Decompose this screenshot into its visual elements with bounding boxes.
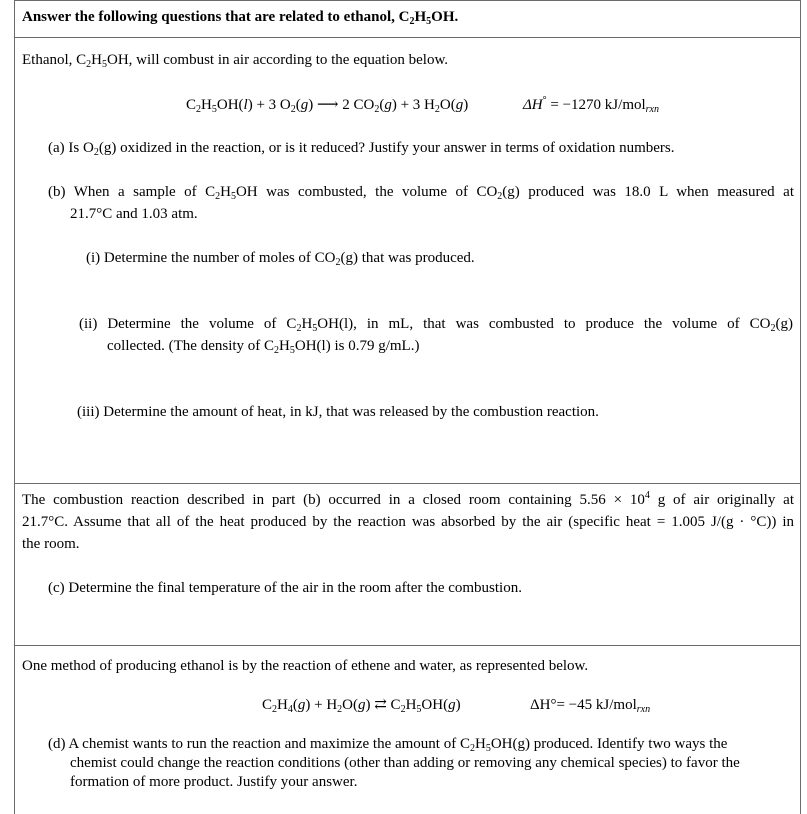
top-border: [14, 0, 801, 1]
section-divider-1: [14, 483, 801, 484]
question-b-iii: (iii) Determine the amount of heat, in kJ, that was released by the combustion reaction.: [77, 404, 599, 420]
question-d-line3: formation of more product. Justify your answer.: [70, 774, 358, 790]
context-paragraph-line1: The combustion reaction described in part (b) occurred in a closed room containing $5.56 \times 10^4$ g of air originally at: [22, 490, 795, 508]
question-b-ii-line1: (ii) Determine the volume of $C_2H_5OH(l)$, in mL, that was combusted to produce the volume of $CO_2(g)$: [79, 316, 793, 334]
enthalpy-value-2: ΔH°= −45 kJ/mol$_{rxn}$: [530, 697, 651, 715]
ethene-paragraph: One method of producing ethanol is by the reaction of ethene and water, as represented below.: [22, 658, 589, 674]
question-b-line1: (b) When a sample of $C_2H_5OH$ was combusted, the volume of $CO_2(g)$ produced was 18.0 L when measured at: [48, 184, 794, 202]
header-divider: [14, 37, 801, 38]
enthalpy-value-1: ΔH° = −1270 kJ/mol$_{rxn}$: [523, 95, 659, 115]
intro-text: Ethanol, $C_2H_5OH$, will combust in air according to the equation below.: [22, 52, 449, 70]
question-b-line2: 21.7°C and 1.03 atm.: [70, 206, 198, 222]
question-d-line1: (d) A chemist wants to run the reaction and maximize the amount of $C_2H_5OH(g)$ produced. Identify two ways the: [48, 736, 728, 754]
section-divider-2: [14, 645, 801, 646]
instruction-heading: Answer the following questions that are related to ethanol, $C_2H_5OH$.: [22, 9, 459, 27]
context-paragraph-line2: 21.7°C. Assume that all of the heat produced by the reaction was absorbed by the air (specific heat = 1.005 J/(g · °C)) in: [22, 514, 794, 530]
combustion-equation: $C_2H_5OH(l) + 3$ $O_2(g)$ ⟶ 2 $CO_2(g) + 3$ $H_2O(g)$: [186, 97, 469, 115]
question-d-line2: chemist could change the reaction conditions (other than adding or removing any chemical species) to favor the: [70, 755, 740, 771]
question-a: (a) Is $O_2(g)$ oxidized in the reaction, or is it reduced? Justify your answer in terms of oxidation numbers.: [48, 140, 675, 158]
hydration-equation: $C_2H_4(g) + H_2O(g)$ ⇄ $C_2H_5OH(g)$: [262, 697, 461, 715]
question-b-i: (i) Determine the number of moles of $CO_2(g)$ that was produced.: [86, 250, 475, 268]
context-paragraph-line3: the room.: [22, 536, 80, 552]
question-b-ii-line2: collected. (The density of $C_2H_5OH(l)$ is 0.79 g/mL.): [107, 338, 420, 356]
question-c: (c) Determine the final temperature of the air in the room after the combustion.: [48, 580, 522, 596]
